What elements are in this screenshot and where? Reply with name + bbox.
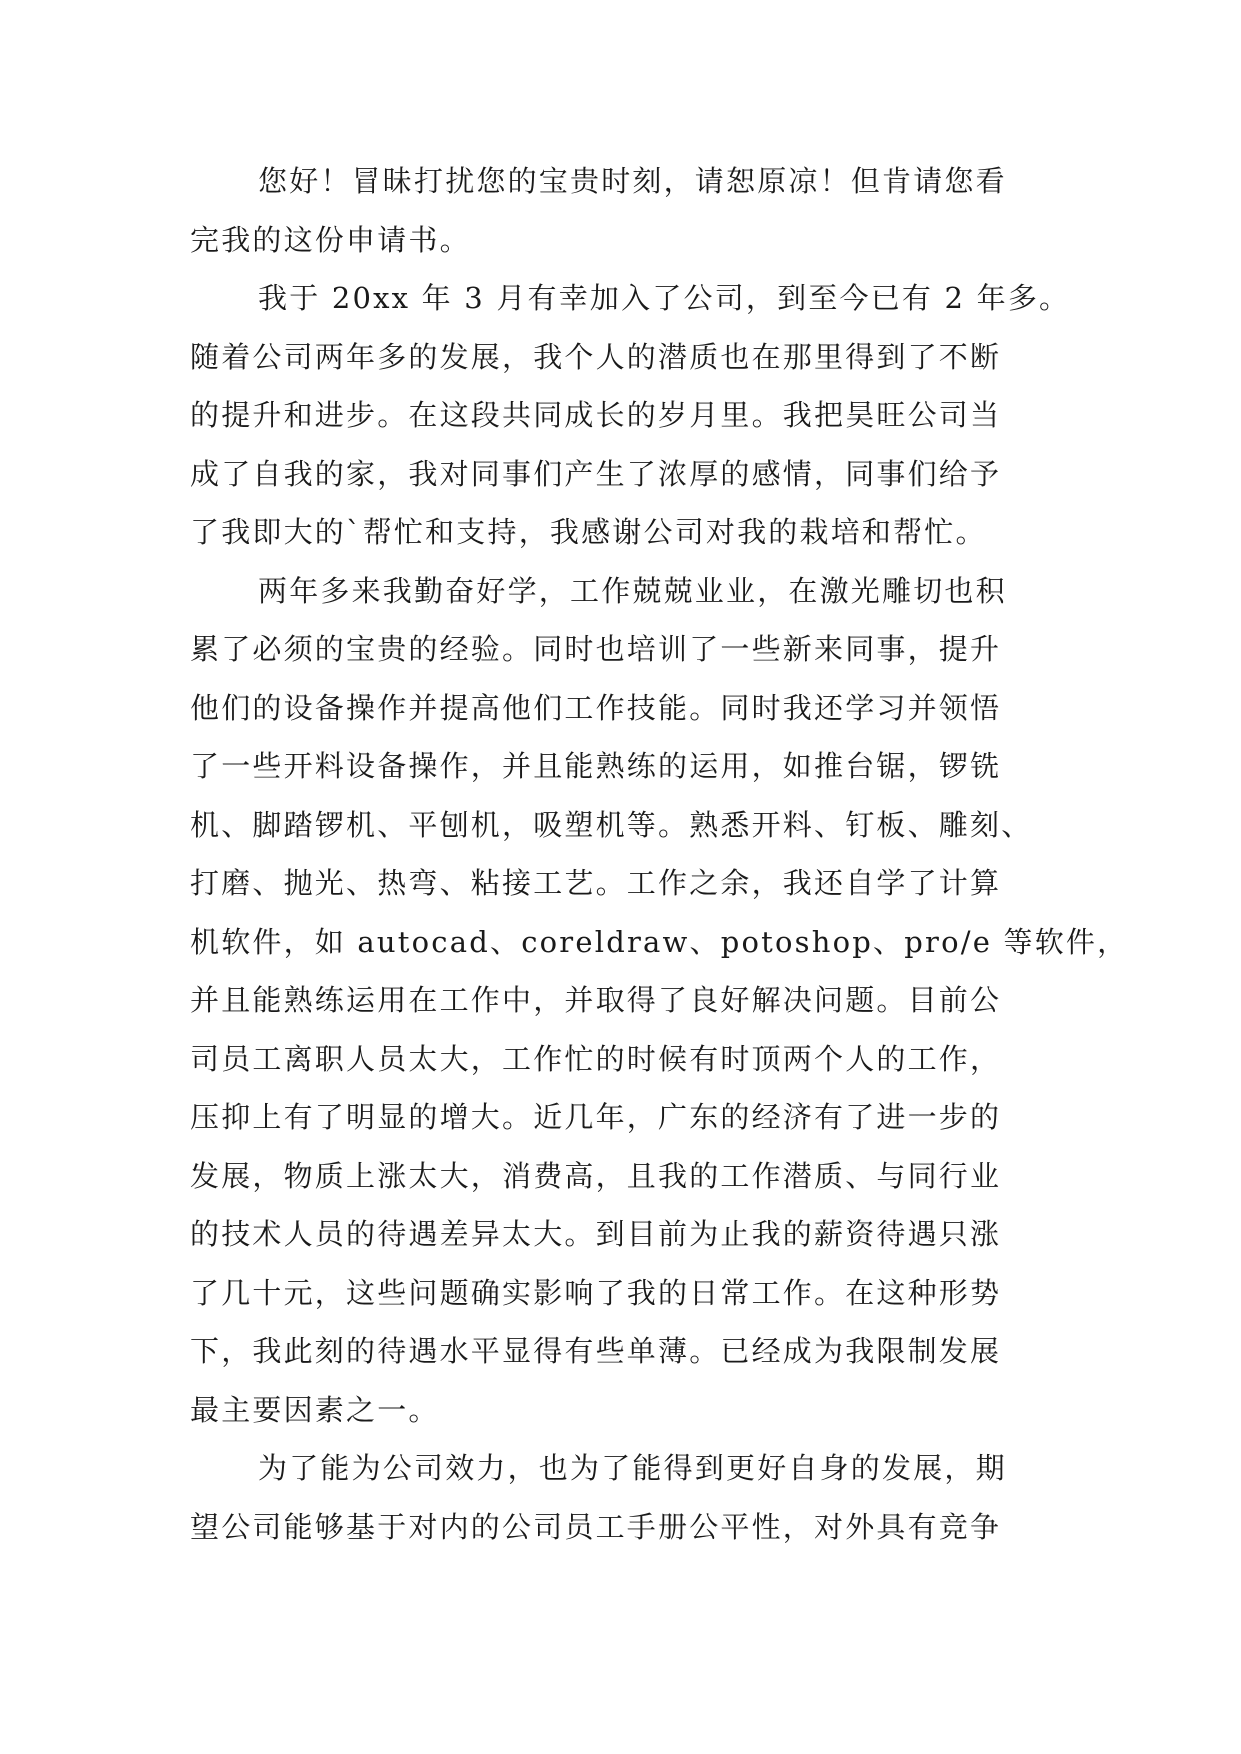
text-line: 机、脚踏锣机、平刨机，吸塑机等。熟悉开料、钉板、雕刻、 (190, 807, 1033, 842)
text-line: 发展，物质上涨太大，消费高，且我的工作潜质、与同行业 (190, 1158, 1002, 1193)
text-line: 下，我此刻的待遇水平显得有些单薄。已经成为我限制发展 (190, 1334, 1002, 1368)
text-line: 随着公司两年多的发展，我个人的潜质也在那里得到了不断 (190, 339, 1002, 374)
text-line: 压抑上有了明显的增大。近几年，广东的经济有了进一步的 (190, 1100, 1002, 1134)
text-line: 最主要因素之一。 (190, 1392, 440, 1427)
text-line: 的提升和进步。在这段共同成长的岁月里。我把昊旺公司当 (190, 398, 1002, 432)
text-line: 机软件，如 autocad、coreldraw、potoshop、pro/e 等软件， (190, 924, 1129, 959)
text-line: 司员工离职人员太大，工作忙的时候有时顶两个人的工作， (190, 1041, 1002, 1076)
text-line: 成了自我的家，我对同事们产生了浓厚的感情，同事们给予 (190, 456, 1002, 491)
body-text (190, 152, 1129, 1556)
text-line: 我于 20xx 年 3 月有幸加入了公司，到至今已有 2 年多。 (258, 281, 1071, 315)
paragraph-greeting (190, 152, 1060, 269)
text-line: 两年多来我勤奋好学，工作兢兢业业，在激光雕切也积 (258, 573, 1007, 608)
text-line: 望公司能够基于对内的公司员工手册公平性，对外具有竞争 (190, 1509, 1002, 1544)
text-line: 了几十元，这些问题确实影响了我的日常工作。在这种形势 (190, 1275, 1002, 1310)
text-line: 了我即大的`帮忙和支持，我感谢公司对我的栽培和帮忙。 (190, 515, 987, 549)
text-line: 完我的这份申请书。 (190, 222, 471, 257)
text-line: 了一些开料设备操作，并且能熟练的运用，如推台锯，锣铣 (190, 749, 1002, 783)
paragraph-experience (190, 562, 1129, 1440)
text-line: 为了能为公司效力，也为了能得到更好自身的发展，期 (258, 1451, 1007, 1485)
paragraph-background (190, 269, 1071, 562)
text-line: 的技术人员的待遇差异太大。到目前为止我的薪资待遇只涨 (190, 1217, 1002, 1251)
text-line: 累了必须的宝贵的经验。同时也培训了一些新来同事，提升 (190, 632, 1002, 666)
paragraph-request (190, 1439, 1060, 1556)
text-line: 他们的设备操作并提高他们工作技能。同时我还学习并领悟 (190, 690, 1002, 725)
text-line: 并且能熟练运用在工作中，并取得了良好解决问题。目前公 (190, 983, 1002, 1017)
text-line: 打磨、抛光、热弯、粘接工艺。工作之余，我还自学了计算 (190, 866, 1002, 900)
text-line: 您好！冒昧打扰您的宝贵时刻，请恕原凉！但肯请您看 (258, 164, 1007, 198)
